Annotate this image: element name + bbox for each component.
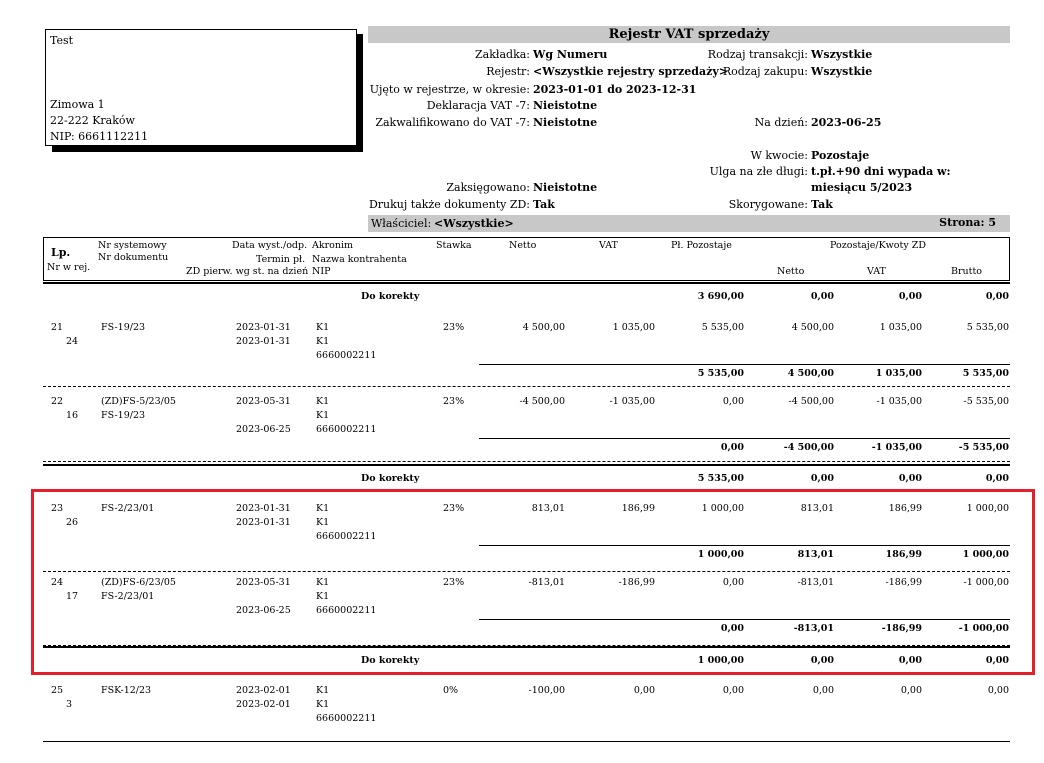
company-nip: NIP: 6661112211	[50, 130, 149, 143]
row-sum-netto: 813,01	[797, 549, 834, 560]
okres-value: 2023-01-01 do 2023-12-31	[533, 83, 697, 96]
row-sum-vat: -186,99	[881, 623, 922, 634]
rejestr-value: <Wszystkie rejestry sprzedaży>	[533, 65, 728, 78]
korekta-pl: 3 690,00	[697, 291, 744, 302]
row-pl-pozostaje: 0,00	[722, 685, 744, 696]
do-korekty-label: Do korekty	[361, 291, 420, 302]
row-netto: -4 500,00	[519, 396, 565, 407]
korekta-pl: 1 000,00	[697, 655, 744, 666]
row-pozostaje-netto: 4 500,00	[791, 322, 834, 333]
zakladka-label: Zakładka:	[475, 48, 530, 61]
col-nazwa: Nazwa kontrahenta	[312, 254, 407, 265]
row-sum-vat: 1 035,00	[875, 368, 922, 379]
highlight-frame	[31, 489, 1035, 675]
rodzaj-transakcji-value: Wszystkie	[811, 48, 873, 61]
row-pozostaje-vat: -1 035,00	[876, 396, 922, 407]
zaksiegowano-value: Nieistotne	[533, 181, 598, 194]
row-nr-w-rej: 24	[66, 336, 79, 347]
row-stawka: 23%	[443, 577, 465, 588]
col-lp: Lp.	[51, 246, 71, 259]
korekta-netto: 0,00	[810, 473, 834, 484]
drukuj-zd-value: Tak	[533, 198, 555, 211]
korekta-brutto: 0,00	[985, 473, 1009, 484]
col-nr-dokumentu: Nr dokumentu	[98, 252, 169, 263]
row-stawka: 23%	[443, 322, 465, 333]
korekta-vat: 0,00	[898, 473, 922, 484]
company-city: 22-222 Kraków	[50, 114, 135, 127]
w-kwocie-label: W kwocie:	[750, 149, 808, 162]
row-pozostaje-brutto: 5 535,00	[966, 322, 1009, 333]
row-zd-pierw: 2023-06-25	[236, 424, 291, 435]
col-nip: NIP	[312, 266, 331, 277]
row-pozostaje-netto: 813,01	[800, 503, 834, 514]
row-nr-dokumentu: FS-19/23	[101, 410, 146, 421]
korekta-top-line	[43, 282, 1010, 284]
col-sub-brutto: Brutto	[951, 266, 982, 277]
company-name: Test	[50, 34, 74, 47]
row-nip: 6660002211	[316, 605, 377, 616]
ulga-label: Ulga na złe długi:	[709, 165, 808, 178]
col-nr-w-rej: Nr w rej.	[47, 262, 91, 273]
row-pozostaje-netto: 0,00	[812, 685, 834, 696]
rodzaj-zakupu-value: Wszystkie	[811, 65, 873, 78]
zaksiegowano-label: Zaksięgowano:	[446, 181, 530, 194]
col-sub-netto: Netto	[777, 266, 805, 277]
row-akronim: K1	[316, 322, 330, 333]
na-dzien-value: 2023-06-25	[811, 116, 882, 129]
row-nazwa: K1	[316, 336, 330, 347]
row-nr-systemowy: FSK-12/23	[101, 685, 152, 696]
row-akronim: K1	[316, 685, 330, 696]
w-kwocie-value: Pozostaje	[811, 149, 870, 162]
row-pozostaje-vat: 186,99	[888, 503, 922, 514]
col-termin: Termin pł.	[256, 254, 306, 265]
row-sum-vat: 186,99	[885, 549, 922, 560]
wlasciciel-label: Właściciel:	[371, 217, 432, 230]
col-data-wyst: Data wyst./odp.	[232, 240, 308, 251]
row-nr-systemowy: (ZD)FS-5/23/05	[101, 396, 176, 407]
row-netto: 813,01	[531, 503, 565, 514]
skorygowane-value: Tak	[811, 198, 833, 211]
row-vat: 186,99	[621, 503, 655, 514]
page-number: Strona: 5	[939, 216, 996, 229]
row-netto: -100,00	[528, 685, 565, 696]
row-nazwa: K1	[316, 699, 330, 710]
row-sum-brutto: 1 000,00	[962, 549, 1009, 560]
row-pozostaje-netto: -4 500,00	[788, 396, 834, 407]
report-title: Rejestr VAT sprzedaży	[608, 27, 770, 42]
row-lp: 21	[51, 322, 64, 333]
company-street: Zimowa 1	[50, 98, 105, 111]
row-pozostaje-brutto: 1 000,00	[966, 503, 1009, 514]
row-termin: 2023-02-01	[236, 699, 291, 710]
col-zd-pierw: ZD pierw. wg st. na dzień	[186, 266, 309, 277]
zakladka-value: Wg Numeru	[533, 48, 608, 61]
row-pozostaje-vat: 0,00	[900, 685, 922, 696]
row-separator	[43, 461, 1010, 462]
row-data-wyst: 2023-01-31	[236, 322, 291, 333]
row-data-wyst: 2023-05-31	[236, 577, 291, 588]
korekta-vat: 0,00	[898, 655, 922, 666]
zakwal-label: Zakwalifikowano do VAT -7:	[375, 116, 530, 129]
row-sum-pl: 5 535,00	[697, 368, 744, 379]
col-netto: Netto	[509, 240, 537, 251]
row-sum-vat: -1 035,00	[871, 442, 922, 453]
deklaracja-value: Nieistotne	[533, 99, 598, 112]
row-nr-w-rej: 16	[66, 410, 79, 421]
row-vat: -186,99	[618, 577, 655, 588]
do-korekty-label: Do korekty	[361, 473, 420, 484]
row-sum-netto: 4 500,00	[787, 368, 834, 379]
skorygowane-label: Skorygowane:	[728, 198, 808, 211]
row-sum-brutto: -5 535,00	[958, 442, 1009, 453]
korekta-brutto: 0,00	[985, 655, 1009, 666]
row-nr-w-rej: 3	[66, 699, 73, 710]
col-stawka: Stawka	[436, 240, 472, 251]
do-korekty-label: Do korekty	[361, 655, 420, 666]
deklaracja-label: Deklaracja VAT -7:	[426, 99, 530, 112]
row-pl-pozostaje: 5 535,00	[701, 322, 744, 333]
row-data-wyst: 2023-01-31	[236, 503, 291, 514]
row-sum-pl: 0,00	[720, 442, 744, 453]
row-pozostaje-brutto: -5 535,00	[963, 396, 1009, 407]
row-nip: 6660002211	[316, 531, 377, 542]
row-sum-brutto: 5 535,00	[962, 368, 1009, 379]
ulga-value-2: miesiącu 5/2023	[811, 181, 913, 194]
col-nr-systemowy: Nr systemowy	[98, 240, 167, 251]
rodzaj-transakcji-label: Rodzaj transakcji:	[707, 48, 808, 61]
row-sum-line	[479, 364, 1010, 365]
col-vat: VAT	[599, 240, 618, 251]
row-stawka: 23%	[443, 503, 465, 514]
wlasciciel-value: <Wszystkie>	[434, 217, 514, 230]
row-pozostaje-brutto: 0,00	[987, 685, 1009, 696]
korekta-netto: 0,00	[810, 291, 834, 302]
row-nr-dokumentu: FS-2/23/01	[101, 591, 155, 602]
korekta-pl: 5 535,00	[697, 473, 744, 484]
row-termin: 2023-01-31	[236, 336, 291, 347]
row-sum-pl: 1 000,00	[697, 549, 744, 560]
drukuj-zd-label: Drukuj także dokumenty ZD:	[368, 198, 530, 211]
row-pozostaje-netto: -813,01	[797, 577, 834, 588]
korekta-top-line	[43, 464, 1010, 466]
row-netto: 4 500,00	[522, 322, 565, 333]
row-sum-line	[479, 438, 1010, 439]
row-akronim: K1	[316, 396, 330, 407]
row-data-wyst: 2023-05-31	[236, 396, 291, 407]
table-bottom-line	[43, 741, 1010, 742]
row-vat: 1 035,00	[612, 322, 655, 333]
row-akronim: K1	[316, 577, 330, 588]
row-nr-systemowy: FS-2/23/01	[101, 503, 155, 514]
row-pl-pozostaje: 1 000,00	[701, 503, 744, 514]
row-lp: 23	[51, 503, 64, 514]
row-pozostaje-vat: 1 035,00	[879, 322, 922, 333]
row-nazwa: K1	[316, 410, 330, 421]
row-lp: 24	[51, 577, 64, 588]
row-nr-w-rej: 26	[66, 517, 79, 528]
row-nr-systemowy: FS-19/23	[101, 322, 146, 333]
company-address-box	[45, 29, 357, 146]
row-sum-brutto: -1 000,00	[958, 623, 1009, 634]
row-vat: -1 035,00	[609, 396, 655, 407]
col-pozostaje-kwoty: Pozostaje/Kwoty ZD	[830, 240, 926, 251]
korekta-brutto: 0,00	[985, 291, 1009, 302]
ulga-value-1: t.pł.+90 dni wypada w:	[811, 165, 951, 178]
row-stawka: 23%	[443, 396, 465, 407]
row-nr-systemowy: (ZD)FS-6/23/05	[101, 577, 176, 588]
col-sub-vat: VAT	[867, 266, 886, 277]
col-pl-pozostaje: Pł. Pozostaje	[671, 240, 732, 251]
row-lp: 22	[51, 396, 64, 407]
row-sum-netto: -813,01	[793, 623, 834, 634]
row-nazwa: K1	[316, 591, 330, 602]
row-nip: 6660002211	[316, 424, 377, 435]
row-nazwa: K1	[316, 517, 330, 528]
na-dzien-label: Na dzień:	[754, 116, 808, 129]
row-stawka: 0%	[443, 685, 459, 696]
row-nip: 6660002211	[316, 713, 377, 724]
row-termin: 2023-01-31	[236, 517, 291, 528]
row-vat: 0,00	[633, 685, 655, 696]
rejestr-label: Rejestr:	[486, 65, 530, 78]
row-nip: 6660002211	[316, 350, 377, 361]
row-separator	[43, 386, 1010, 387]
row-zd-pierw: 2023-06-25	[236, 605, 291, 616]
zakwal-value: Nieistotne	[533, 116, 598, 129]
row-pl-pozostaje: 0,00	[722, 396, 744, 407]
korekta-netto: 0,00	[810, 655, 834, 666]
row-sum-pl: 0,00	[720, 623, 744, 634]
row-akronim: K1	[316, 503, 330, 514]
col-akronim: Akronim	[312, 240, 354, 251]
row-pl-pozostaje: 0,00	[722, 577, 744, 588]
row-netto: -813,01	[528, 577, 565, 588]
row-data-wyst: 2023-02-01	[236, 685, 291, 696]
row-pozostaje-brutto: -1 000,00	[963, 577, 1009, 588]
korekta-vat: 0,00	[898, 291, 922, 302]
row-lp: 25	[51, 685, 64, 696]
row-nr-w-rej: 17	[66, 591, 79, 602]
rodzaj-zakupu-label: Rodzaj zakupu:	[722, 65, 808, 78]
row-pozostaje-vat: -186,99	[885, 577, 922, 588]
row-sum-netto: -4 500,00	[783, 442, 834, 453]
okres-label: Ujęto w rejestrze, w okresie:	[369, 83, 530, 96]
